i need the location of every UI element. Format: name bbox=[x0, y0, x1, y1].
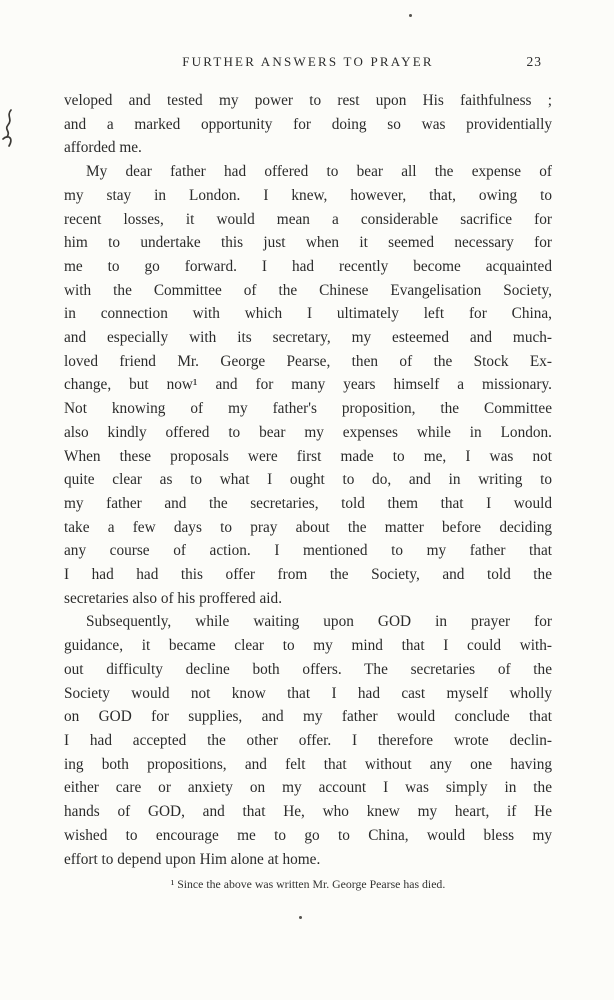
running-title: FURTHER ANSWERS TO PRAYER bbox=[182, 54, 434, 69]
text-line: my stay in London. I knew, however, that, owing to bbox=[64, 186, 552, 204]
text-line: any course of action. I mentioned to my father that bbox=[64, 542, 552, 560]
scan-speck-top bbox=[409, 14, 412, 17]
text-line: either care or anxiety on my account I was simply in the bbox=[64, 779, 552, 797]
text-line: guidance, it became clear to my mind that I could with- bbox=[64, 637, 552, 655]
text-line: effort to depend upon Him alone at home. bbox=[64, 850, 321, 868]
text-line: in connection with which I ultimately left for China, bbox=[64, 305, 552, 323]
text-line: My dear father had offered to bear all the expense of bbox=[86, 163, 552, 181]
text-line: out difficulty decline both offers. The secretaries of the bbox=[64, 660, 552, 678]
text-line: veloped and tested my power to rest upon His faithfulness ; bbox=[64, 92, 552, 109]
text-line: Subsequently, while waiting upon GOD in prayer for bbox=[86, 613, 552, 631]
page-header bbox=[64, 54, 552, 72]
text-line: I had accepted the other offer. I therefore wrote declin- bbox=[64, 731, 552, 749]
scan-speck-bottom bbox=[299, 916, 302, 919]
text-line: and a marked opportunity for doing so was providentially bbox=[64, 115, 552, 133]
text-line: my father and the secretaries, told them that I would bbox=[64, 494, 552, 512]
text-line: also kindly offered to bear my expenses while in London. bbox=[64, 423, 552, 441]
text-line: afforded me. bbox=[64, 139, 142, 157]
text-line: ing both propositions, and felt that without any one having bbox=[64, 755, 552, 773]
text-line: him to undertake this just when it seemed necessary for bbox=[64, 234, 552, 252]
text-line: and especially with its secretary, my esteemed and much- bbox=[64, 329, 552, 347]
text-line: with the Committee of the Chinese Evangelisation Society, bbox=[64, 281, 552, 299]
text-line: quite clear as to what I ought to do, and in writing to bbox=[64, 471, 552, 489]
text-line: loved friend Mr. George Pearse, then of the Stock Ex- bbox=[64, 352, 552, 370]
text-line: Society would not know that I had cast myself wholly bbox=[64, 684, 552, 702]
text-line: change, but now¹ and for many years himself a missionary. bbox=[64, 376, 552, 394]
text-line: secretaries also of his proffered aid. bbox=[64, 589, 283, 607]
text-line: on GOD for supplies, and my father would conclude that bbox=[64, 708, 552, 726]
text-line: hands of GOD, and that He, who knew my heart, if He bbox=[64, 803, 552, 821]
ink-mark bbox=[0, 108, 18, 150]
text-line: When these proposals were first made to me, I was not bbox=[64, 447, 552, 465]
text-line: Not knowing of my father's proposition, the Committee bbox=[64, 400, 552, 418]
page-number: 23 bbox=[526, 54, 542, 69]
text-line: wished to encourage me to go to China, would bless my bbox=[64, 826, 552, 844]
footnote: ¹ Since the above was written Mr. George Pearse has died. bbox=[170, 877, 446, 891]
text-line: recent losses, it would mean a considerable sacrifice for bbox=[64, 210, 552, 228]
text-line: take a few days to pray about the matter before deciding bbox=[64, 518, 552, 536]
text-line: me to go forward. I had recently become acquainted bbox=[64, 257, 552, 275]
text-line: I had had this offer from the Society, and told the bbox=[64, 566, 552, 584]
body-text bbox=[64, 89, 552, 871]
